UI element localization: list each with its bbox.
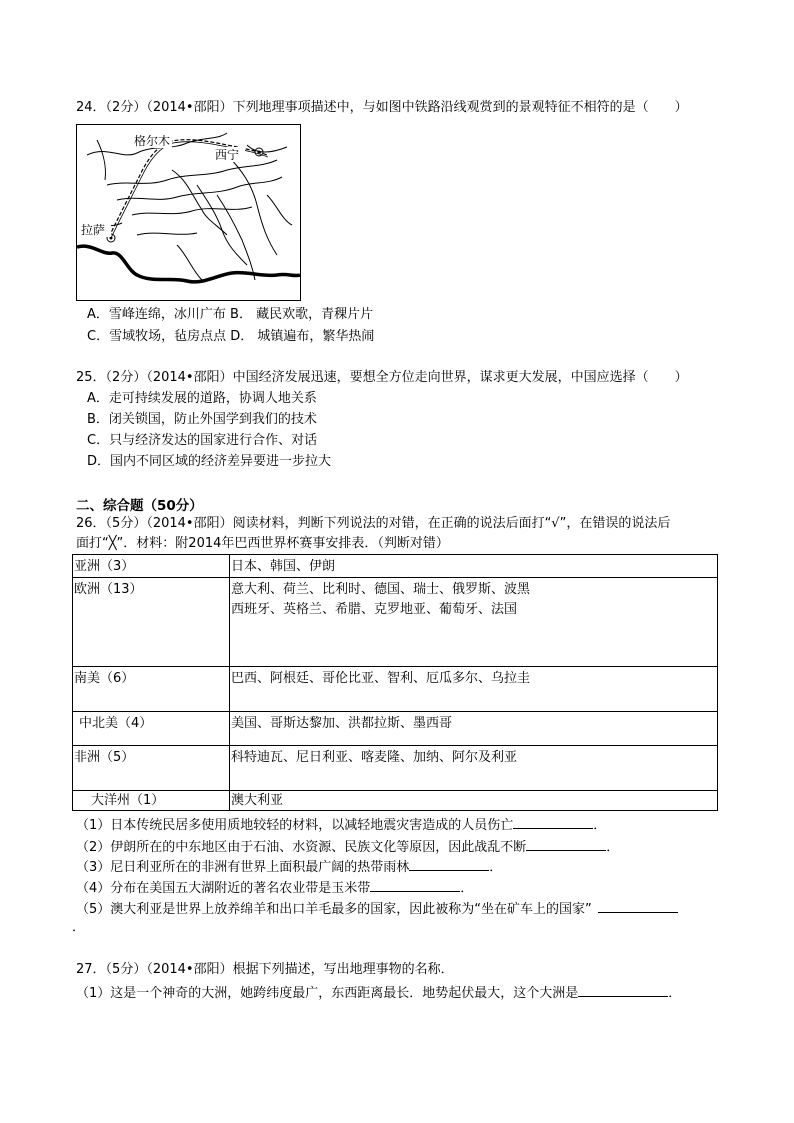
- q25-option-c: C．只与经济发达的国家进行合作、对话: [87, 433, 318, 448]
- table-row: [73, 746, 718, 791]
- countries-cell: 日本、韩国、伊朗: [230, 555, 718, 578]
- q24-stem: 24．（2分）（2014•邵阳）下列地理事项描述中，与如图中铁路沿线观赏到的景观特征不相符的是（ ）: [76, 100, 688, 115]
- q26-item-3: （3）尼日利亚所在的非洲有世界上面积最广阔的热带雨林 ．: [76, 856, 502, 878]
- region-cell: 非洲（5）: [73, 746, 230, 791]
- table-row: [73, 555, 718, 578]
- answer-blank[interactable]: [513, 814, 593, 829]
- answer-blank[interactable]: [526, 836, 606, 851]
- table-row: [73, 791, 718, 811]
- answer-blank[interactable]: [578, 982, 668, 997]
- answer-blank[interactable]: [409, 856, 489, 871]
- countries-cell: 美国、哥斯达黎加、洪都拉斯、墨西哥: [230, 712, 718, 746]
- region-cell: 南美（6）: [73, 667, 230, 712]
- q25-option-d: D．国内不同区域的经济差异要进一步拉大: [87, 454, 332, 469]
- table-row: [73, 667, 718, 712]
- q25-option-b: B．闭关锁国，防止外国学到我们的技术: [87, 412, 317, 427]
- q25-option-a: A．走可持续发展的道路，协调人地关系: [87, 391, 317, 406]
- railway-map: [76, 124, 301, 301]
- qinghai-tibet-railway-map: [77, 125, 300, 300]
- q26-item-5-period: ．: [72, 920, 86, 935]
- q26-item-2: （2）伊朗所在的中东地区由于石油、水资源、民族文化等原因，因此战乱不断 ．: [76, 836, 619, 858]
- region-cell: 大洋州（1）: [73, 791, 230, 811]
- q27-stem: 27．（5分）（2014•邵阳）根据下列描述，写出地理事物的名称．: [76, 962, 454, 977]
- q26-item-4: （4）分布在美国五大湖附近的著名农业带是玉米带 ．: [76, 877, 473, 899]
- table-row: [73, 578, 718, 667]
- label-golmud: 格尔木: [134, 134, 171, 148]
- world-cup-table: [72, 554, 718, 811]
- table-row: [73, 712, 718, 746]
- countries-cell: 澳大利亚: [230, 791, 718, 811]
- q25-stem: 25．（2分）（2014•邵阳）中国经济发展迅速，要想全方位走向世界，谋求更大发展，中国应选择（ ）: [76, 370, 688, 385]
- label-xining: 西宁: [215, 148, 240, 162]
- answer-blank[interactable]: [370, 877, 460, 892]
- countries-cell: 意大利、荷兰、比利时、德国、瑞士、俄罗斯、波黑 西班牙、英格兰、希腊、克罗地亚、葡萄牙、法国: [230, 578, 718, 667]
- q24-options-ab: A．雪峰连绵，冰川广布 B． 藏民欢歌，青稞片片: [87, 307, 374, 322]
- q26-stem-line1: 26．（5分）（2014•邵阳）阅读材料，判断下列说法的对错，在正确的说法后面打“√”，在错误的说法后: [76, 516, 671, 531]
- q27-item-1: （1）这是一个神奇的大洲，她跨纬度最广，东西距离最长．地势起伏最大，这个大洲是 ．: [76, 982, 681, 1004]
- countries-cell: 科特迪瓦、尼日利亚、喀麦隆、加纳、阿尔及利亚: [230, 746, 718, 791]
- section-title: 二、综合题（50分）: [76, 498, 203, 514]
- region-cell: 中北美（4）: [73, 712, 230, 746]
- q26-stem-line2: 面打“╳”．材料：附2014年巴西世界杯赛事安排表．（判断对错）: [76, 536, 449, 551]
- q24-options-cd: C．雪域牧场，毡房点点 D． 城镇遍布，繁华热闹: [87, 329, 375, 344]
- answer-blank[interactable]: [598, 898, 678, 913]
- region-cell: 欧洲（13）: [73, 578, 230, 667]
- label-lhasa: 拉萨: [81, 223, 106, 237]
- countries-cell: 巴西、阿根廷、哥伦比亚、智利、厄瓜多尔、乌拉圭: [230, 667, 718, 712]
- region-cell: 亚洲（3）: [73, 555, 230, 578]
- q26-item-5: （5）澳大利亚是世界上放养绵羊和出口羊毛最多的国家，因此被称为“坐在矿车上的国家”: [76, 898, 678, 920]
- q26-item-1: （1）日本传统民居多使用质地较轻的材料，以减轻地震灾害造成的人员伤亡 ．: [76, 814, 606, 836]
